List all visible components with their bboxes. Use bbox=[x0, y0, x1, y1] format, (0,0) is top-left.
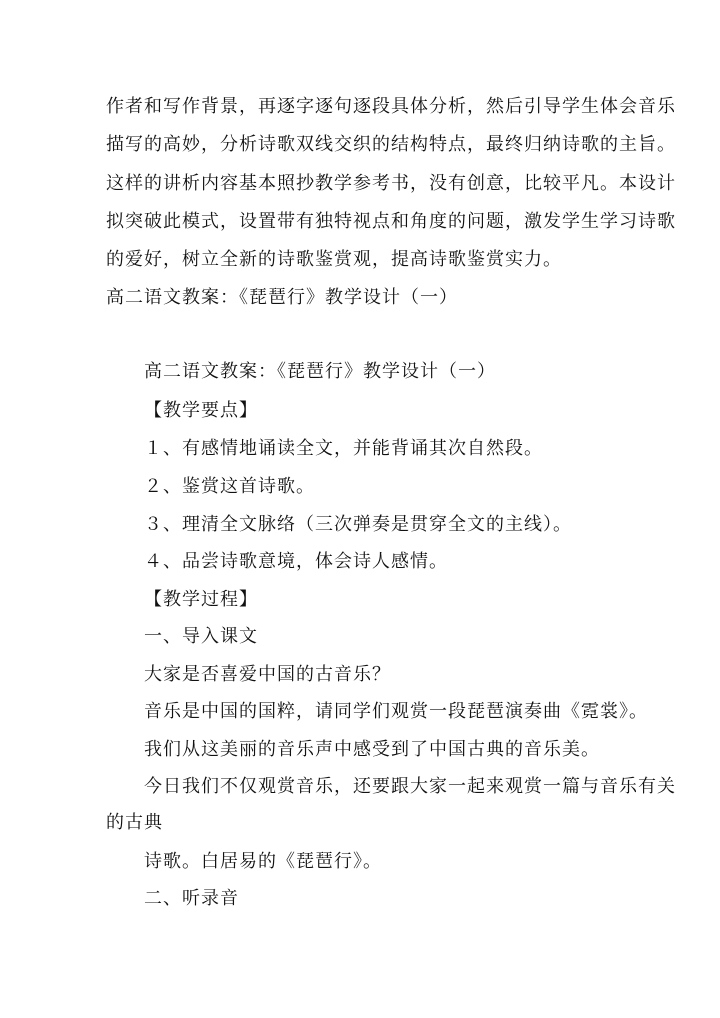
intro-line: 这样的讲析内容基本照抄教学参考书，没有创意，比较平凡。本设计 bbox=[106, 173, 676, 194]
intro-line: 的爱好，树立全新的诗歌鉴赏观，提高诗歌鉴赏实力。 bbox=[106, 249, 562, 270]
document-heading: 高二语文教案：《琵琶行》教学设计（一） bbox=[106, 287, 458, 308]
page-title: 高二语文教案：《琵琶行》教学设计（一） bbox=[144, 361, 496, 382]
process-line: 今日我们不仅观赏音乐，还要跟大家一起来观赏一篇与音乐有关 bbox=[144, 776, 676, 797]
process-line: 大家是否喜爱中国的古音乐？ bbox=[144, 664, 391, 685]
process-wrap-line: 的古典 bbox=[106, 812, 163, 833]
intro-line: 作者和写作背景，再逐字逐句逐段具体分析，然后引导学生体会音乐 bbox=[106, 96, 676, 117]
section-title-points: 【教学要点】 bbox=[144, 400, 258, 421]
list-item: １、有感情地诵读全文，并能背诵其次自然段。 bbox=[144, 438, 543, 459]
process-line: 我们从这美丽的音乐声中感受到了中国古典的音乐美。 bbox=[144, 739, 600, 760]
section-title-process: 【教学过程】 bbox=[144, 589, 258, 610]
process-line: 音乐是中国的国粹，请同学们观赏一段琵琶演奏曲《霓裳》。 bbox=[144, 701, 648, 722]
process-line: 诗歌。白居易的《琵琶行》。 bbox=[144, 851, 382, 872]
step-heading: 一、导入课文 bbox=[144, 626, 258, 647]
intro-line: 拟突破此模式，设置带有独特视点和角度的问题，激发学生学习诗歌 bbox=[106, 211, 676, 232]
list-item: ３、理清全文脉络（三次弹奏是贯穿全文的主线）。 bbox=[144, 514, 572, 535]
intro-line: 描写的高妙，分析诗歌双线交织的结构特点，最终归纳诗歌的主旨。 bbox=[106, 134, 676, 155]
list-item: ４、品尝诗歌意境，体会诗人感情。 bbox=[144, 551, 448, 572]
list-item: ２、鉴赏这首诗歌。 bbox=[144, 476, 315, 497]
step-heading: 二、听录音 bbox=[144, 888, 239, 909]
